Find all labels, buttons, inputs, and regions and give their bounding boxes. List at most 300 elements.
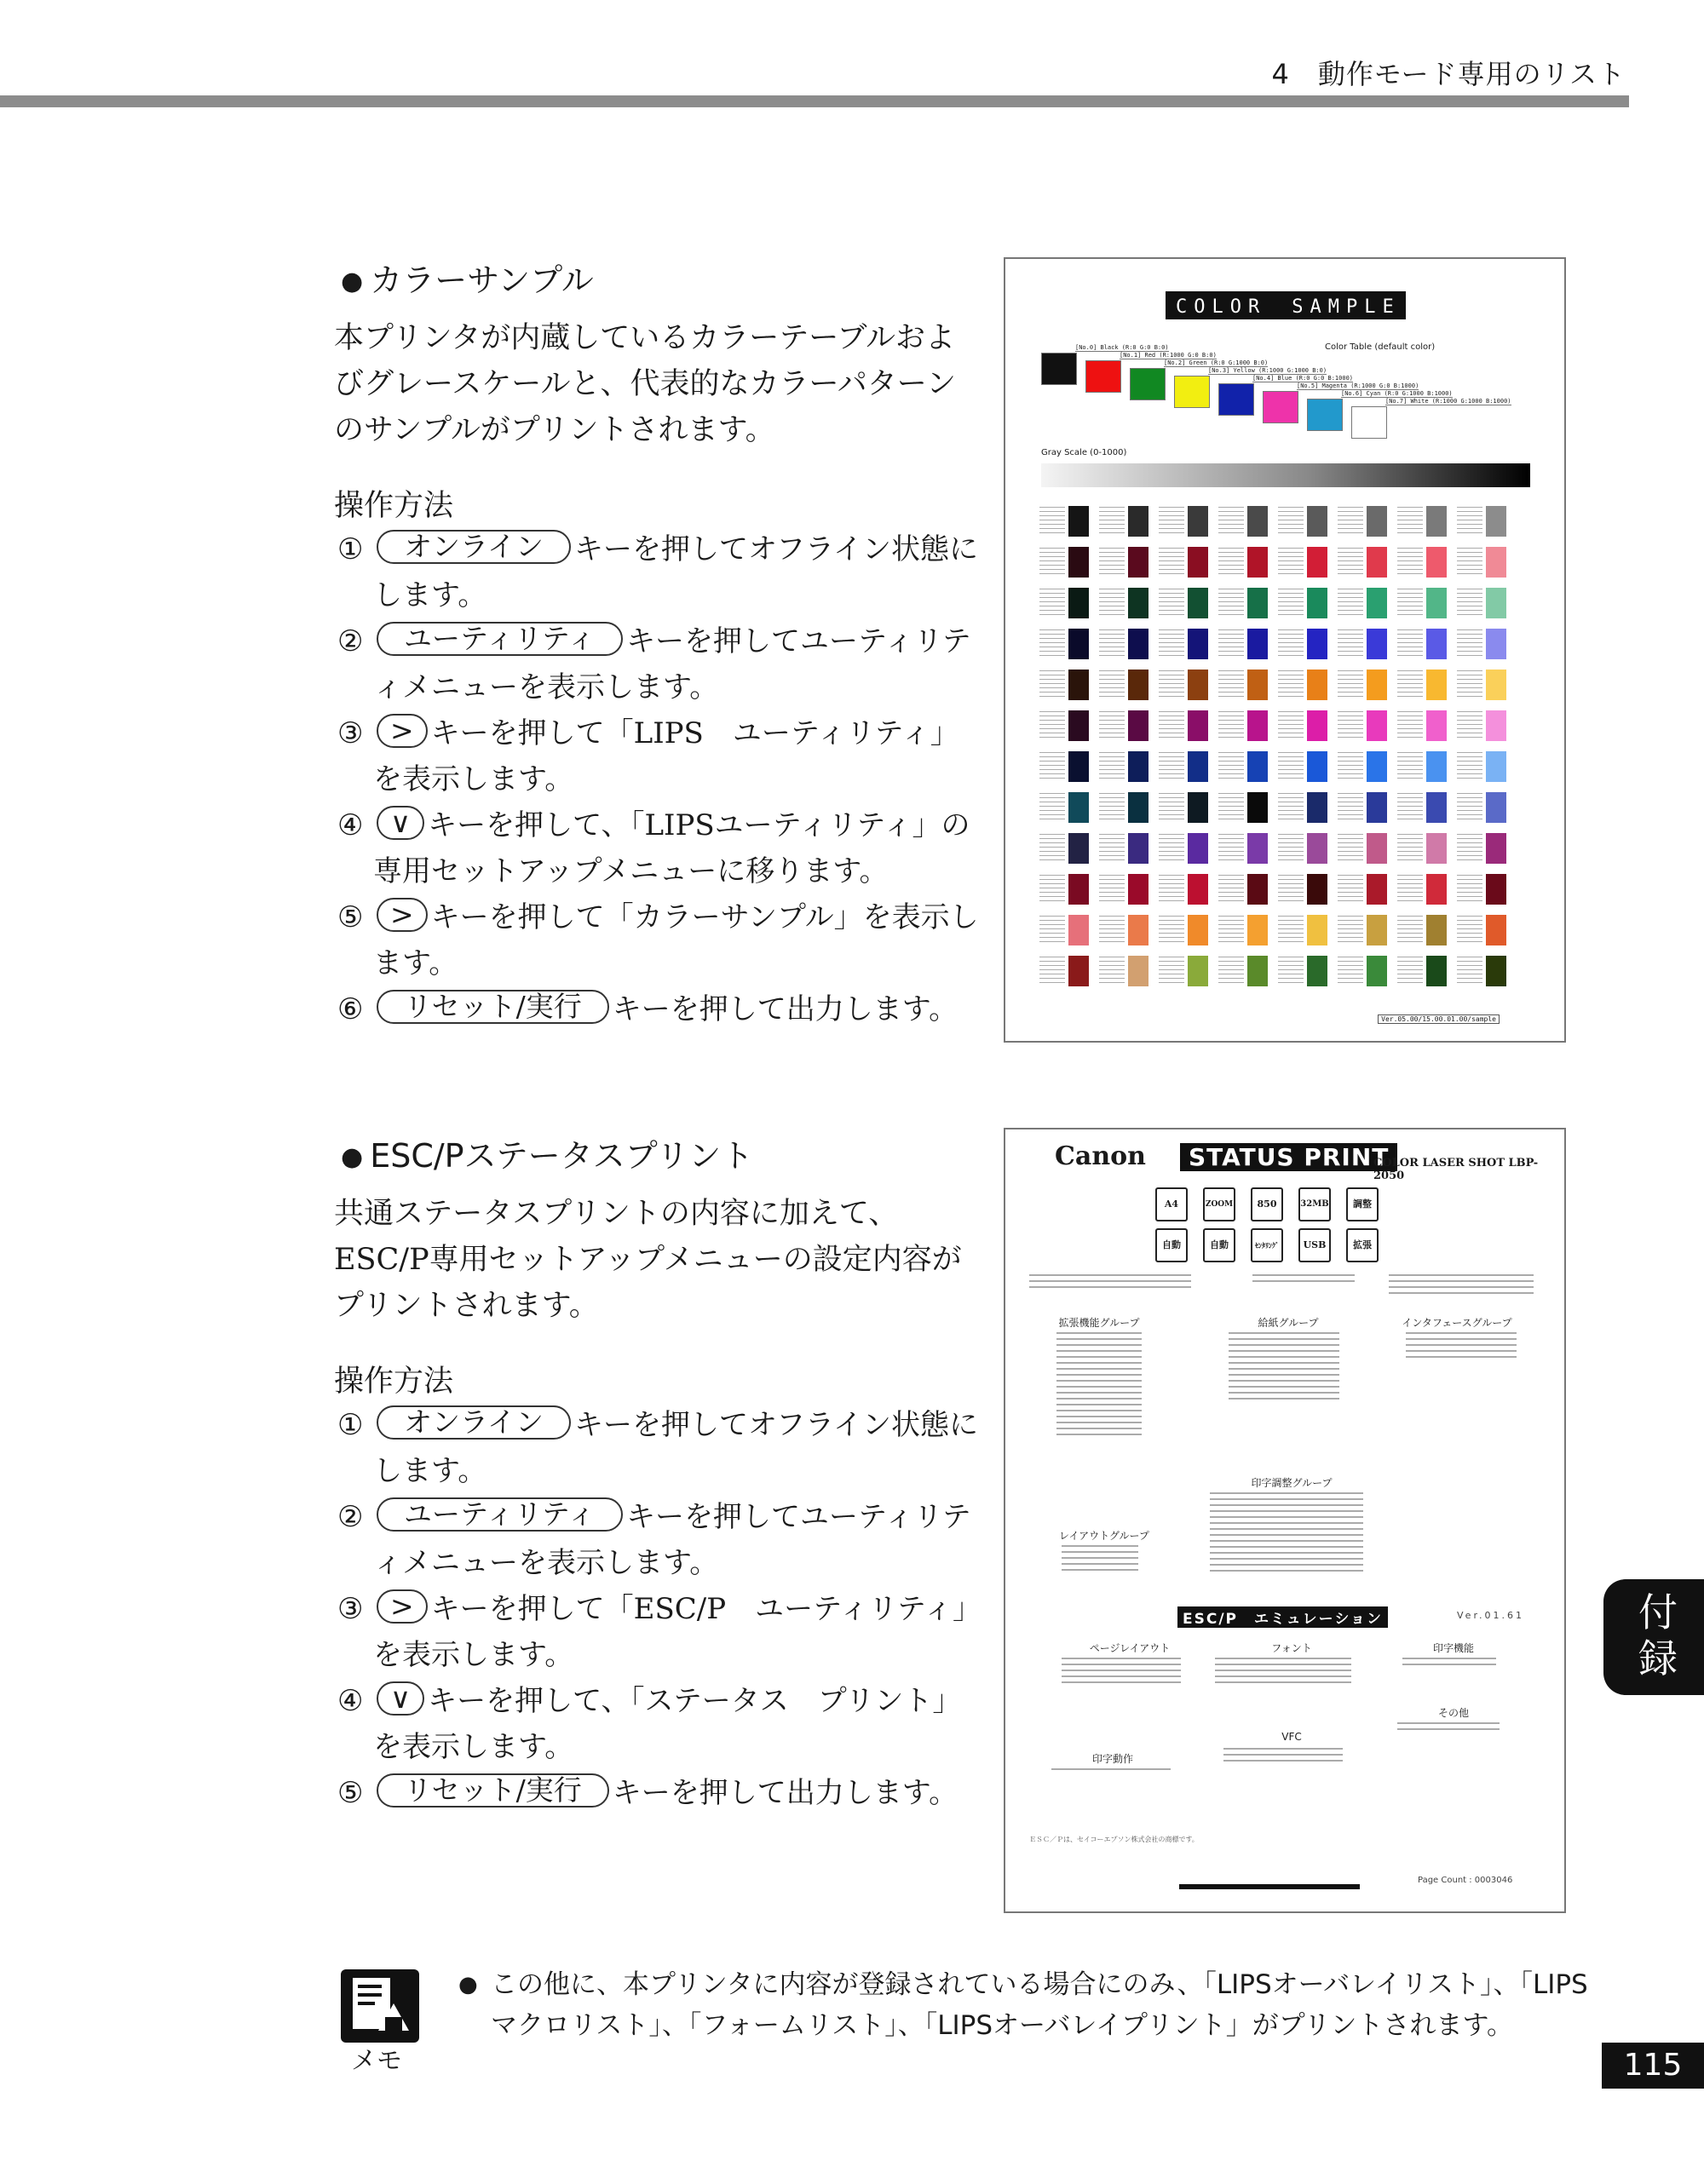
operation-steps	[337, 1402, 985, 1816]
color-swatch	[1041, 353, 1077, 385]
pattern-value-text	[1099, 629, 1125, 658]
color-pattern-cell	[1068, 629, 1089, 659]
setting-lines	[1402, 1658, 1496, 1670]
operation-step	[337, 1494, 985, 1586]
operation-heading: 操作方法	[334, 489, 454, 523]
pattern-value-text	[1457, 629, 1482, 658]
pattern-value-text	[1338, 834, 1363, 863]
setting-lines	[1406, 1332, 1517, 1362]
color-swatch	[1307, 399, 1343, 431]
pattern-value-text	[1338, 629, 1363, 658]
color-pattern-cell	[1068, 506, 1089, 537]
resolution-icon: 850	[1251, 1187, 1283, 1221]
pattern-value-text	[1397, 752, 1423, 781]
key-label: オンライン	[377, 530, 571, 564]
setting-lines	[1062, 1545, 1138, 1575]
key-label: オンライン	[377, 1405, 571, 1440]
color-pattern-cell	[1247, 710, 1268, 741]
color-swatch-caption: [No.5] Magenta (R:1000 G:0 B:1000)	[1297, 382, 1419, 389]
group-heading: 拡張機能グループ	[1058, 1317, 1140, 1329]
pattern-value-text	[1039, 752, 1065, 781]
color-pattern-cell	[1247, 506, 1268, 537]
pattern-value-text	[1099, 670, 1125, 699]
centering-icon: ｾﾝﾀﾘﾝｸﾞ	[1251, 1228, 1283, 1262]
setting-lines	[1223, 1748, 1343, 1766]
color-pattern-cell	[1068, 751, 1089, 782]
color-swatch-caption: [No.2] Green (R:0 G:1000 B:0)	[1164, 359, 1269, 366]
step-number: ⑥	[337, 992, 364, 1026]
operation-step	[337, 1586, 985, 1678]
operation-step	[337, 710, 985, 802]
pattern-value-text	[1278, 711, 1304, 740]
operation-step	[337, 986, 985, 1032]
setting-lines	[1397, 1722, 1500, 1734]
color-pattern-cell	[1367, 792, 1387, 823]
pattern-value-text	[1278, 589, 1304, 618]
page-count: Page Count : 0003046	[1418, 1876, 1513, 1885]
color-pattern-cell	[1367, 956, 1387, 986]
pattern-value-text	[1397, 916, 1423, 945]
color-pattern-cell	[1128, 792, 1148, 823]
header-rule	[0, 95, 1629, 107]
key-label: リセット/実行	[377, 990, 609, 1024]
color-pattern-cell	[1367, 588, 1387, 618]
key-label: ∨	[377, 806, 424, 840]
color-pattern-cell	[1426, 506, 1447, 537]
color-pattern-cell	[1247, 629, 1268, 659]
pattern-value-text	[1159, 589, 1184, 618]
pattern-value-text	[1159, 916, 1184, 945]
pattern-value-text	[1159, 957, 1184, 986]
pattern-value-text	[1457, 548, 1482, 577]
zoom-icon: ZOOM	[1203, 1187, 1235, 1221]
pattern-value-text	[1218, 670, 1244, 699]
pattern-value-text	[1338, 711, 1363, 740]
pattern-value-text	[1218, 834, 1244, 863]
color-pattern-cell	[1128, 629, 1148, 659]
color-pattern-cell	[1247, 792, 1268, 823]
section-description: 共通ステータスプリントの内容に加えて、ESC/P専用セットアップメニューの設定内容がプリントされます。	[334, 1197, 962, 1323]
pattern-value-text	[1099, 548, 1125, 577]
color-pattern-cell	[1486, 710, 1506, 741]
pattern-value-text	[1457, 793, 1482, 822]
color-pattern-cell	[1128, 588, 1148, 618]
pattern-value-text	[1039, 875, 1065, 904]
color-pattern-cell	[1188, 751, 1208, 782]
pattern-value-text	[1218, 711, 1244, 740]
operation-step	[337, 894, 985, 986]
step-text: キーを押して「カラーサンプル」を表示します。	[373, 900, 979, 980]
canon-logo: Canon	[1055, 1141, 1146, 1171]
key-label: ユーティリティ	[377, 1497, 623, 1532]
pattern-value-text	[1338, 507, 1363, 536]
pattern-value-text	[1218, 752, 1244, 781]
color-pattern-cell	[1486, 751, 1506, 782]
gray-scale-bar	[1041, 463, 1530, 487]
pattern-value-text	[1039, 589, 1065, 618]
color-pattern-cell	[1426, 792, 1447, 823]
pattern-value-text	[1397, 793, 1423, 822]
pattern-value-text	[1099, 589, 1125, 618]
pattern-value-text	[1457, 507, 1482, 536]
color-pattern-cell	[1367, 833, 1387, 864]
pattern-value-text	[1218, 548, 1244, 577]
group-heading: インタフェースグループ	[1402, 1317, 1512, 1329]
color-swatch	[1130, 368, 1166, 400]
pattern-value-text	[1039, 711, 1065, 740]
color-swatch	[1218, 383, 1254, 416]
status-print-bar	[1179, 1884, 1360, 1889]
setting-lines	[1229, 1332, 1339, 1404]
setting-lines	[1062, 1658, 1181, 1687]
color-pattern-cell	[1367, 547, 1387, 578]
pattern-value-text	[1039, 916, 1065, 945]
pattern-value-text	[1278, 670, 1304, 699]
pattern-value-text	[1099, 957, 1125, 986]
step-number: ⑤	[337, 900, 364, 934]
section-title-escp-status: ● ESC/Pステータスプリント	[341, 1137, 754, 1175]
pattern-value-text	[1397, 548, 1423, 577]
group-heading: 印字調整グループ	[1251, 1477, 1333, 1489]
step-number: ④	[337, 808, 364, 842]
pattern-value-text	[1159, 507, 1184, 536]
color-pattern-cell	[1426, 833, 1447, 864]
group-heading: レイアウトグループ	[1059, 1530, 1149, 1542]
color-pattern-cell	[1188, 588, 1208, 618]
color-pattern-cell	[1426, 874, 1447, 905]
pattern-value-text	[1278, 834, 1304, 863]
color-pattern-cell	[1188, 629, 1208, 659]
color-pattern-cell	[1486, 588, 1506, 618]
color-pattern-cell	[1068, 792, 1089, 823]
printer-model: COLOR LASER SHOT LBP-2050	[1373, 1157, 1539, 1182]
operation-step	[337, 1402, 985, 1494]
appendix-tab: 付 録	[1603, 1579, 1704, 1695]
color-pattern-cell	[1307, 588, 1327, 618]
color-pattern-cell	[1486, 956, 1506, 986]
color-pattern-cell	[1128, 710, 1148, 741]
pattern-value-text	[1218, 793, 1244, 822]
pattern-value-text	[1159, 793, 1184, 822]
color-pattern-cell	[1426, 670, 1447, 700]
step-number: ⑤	[337, 1776, 364, 1810]
pattern-value-text	[1397, 875, 1423, 904]
color-pattern-cell	[1188, 506, 1208, 537]
color-swatch-caption: [No.4] Blue (R:0 G:0 B:1000)	[1252, 375, 1354, 382]
bullet-icon: ●	[341, 1142, 364, 1172]
operation-step	[337, 526, 985, 618]
pattern-value-text	[1338, 589, 1363, 618]
pattern-value-text	[1397, 670, 1423, 699]
color-swatch-caption: [No.1] Red (R:1000 G:0 B:0)	[1120, 352, 1217, 359]
color-pattern-cell	[1486, 874, 1506, 905]
memo-label: メモ	[351, 2046, 402, 2076]
pattern-value-text	[1218, 916, 1244, 945]
pattern-value-text	[1338, 752, 1363, 781]
pattern-value-text	[1457, 711, 1482, 740]
memo-icon	[341, 1969, 419, 2043]
running-head: 4 動作モード専用のリスト	[1271, 58, 1626, 90]
color-pattern-cell	[1247, 915, 1268, 945]
color-pattern-cell	[1247, 874, 1268, 905]
color-pattern-cell	[1188, 547, 1208, 578]
color-pattern-cell	[1307, 792, 1327, 823]
color-pattern-cell	[1247, 833, 1268, 864]
pattern-value-text	[1457, 957, 1482, 986]
sub-heading: 印字機能	[1432, 1642, 1474, 1654]
color-pattern-cell	[1068, 588, 1089, 618]
color-pattern-cell	[1068, 710, 1089, 741]
color-pattern-cell	[1426, 915, 1447, 945]
color-pattern-cell	[1068, 833, 1089, 864]
color-pattern-cell	[1188, 670, 1208, 700]
step-number: ③	[337, 1592, 364, 1626]
operation-steps	[337, 526, 985, 1032]
color-swatch-caption: [No.0] Black (R:0 G:0 B:0)	[1075, 344, 1169, 351]
sub-heading: ページレイアウト	[1089, 1642, 1171, 1654]
color-sample-title: COLOR SAMPLE	[1166, 291, 1406, 319]
pattern-value-text	[1159, 752, 1184, 781]
step-text: キーを押して「LIPS ユーティリティ」を表示します。	[373, 716, 959, 796]
step-text: キーを押してユーティリティメニューを表示します。	[373, 624, 971, 704]
bullet-icon: ●	[458, 1972, 478, 1997]
color-pattern-cell	[1307, 506, 1327, 537]
pattern-value-text	[1039, 793, 1065, 822]
pattern-value-text	[1159, 711, 1184, 740]
color-pattern-cell	[1068, 956, 1089, 986]
pattern-value-text	[1457, 589, 1482, 618]
color-pattern-cell	[1486, 506, 1506, 537]
color-pattern-cell	[1307, 915, 1327, 945]
step-text: キーを押してオフライン状態にします。	[373, 532, 978, 612]
pattern-value-text	[1159, 834, 1184, 863]
sub-heading: 印字動作	[1091, 1753, 1133, 1765]
color-pattern-cell	[1486, 915, 1506, 945]
color-pattern-cell	[1068, 547, 1089, 578]
color-pattern-cell	[1188, 874, 1208, 905]
pattern-value-text	[1457, 875, 1482, 904]
memo-text: ● この他に、本プリンタに内容が登録されている場合にのみ、「LIPSオーバレイリスト」、「LIPSマクロリスト」、「フォームリスト」、「LIPSオーバレイプリント」がプリントされます。	[458, 1964, 1598, 2046]
color-sample-version: Ver.05.00/15.00.01.00/sample	[1378, 1014, 1500, 1024]
pattern-value-text	[1099, 752, 1125, 781]
color-pattern-cell	[1486, 629, 1506, 659]
paper-size-icon: A4	[1155, 1187, 1188, 1221]
sub-heading: その他	[1437, 1707, 1469, 1719]
pattern-value-text	[1338, 548, 1363, 577]
color-pattern-cell	[1307, 874, 1327, 905]
key-label: >	[377, 1589, 428, 1624]
setting-lines	[1051, 1768, 1171, 1774]
pattern-value-text	[1338, 957, 1363, 986]
color-pattern-cell	[1247, 670, 1268, 700]
pattern-value-text	[1397, 507, 1423, 536]
color-pattern-cell	[1128, 751, 1148, 782]
pattern-value-text	[1039, 507, 1065, 536]
operation-step	[337, 1678, 985, 1770]
color-pattern-cell	[1426, 956, 1447, 986]
escp-emulation-heading: ESC/P エミュレーション	[1177, 1606, 1388, 1628]
trademark-footnote: ＥＳＣ／Ｐは、セイコーエプソン株式会社の商標です。	[1029, 1836, 1199, 1843]
color-swatch	[1351, 406, 1387, 439]
color-pattern-cell	[1188, 915, 1208, 945]
status-print-image	[1004, 1128, 1566, 1913]
color-pattern-cell	[1128, 670, 1148, 700]
pattern-value-text	[1278, 957, 1304, 986]
pattern-value-text	[1278, 916, 1304, 945]
pattern-value-text	[1099, 711, 1125, 740]
color-pattern-cell	[1307, 670, 1327, 700]
operation-step	[337, 618, 985, 710]
color-pattern-cell	[1426, 751, 1447, 782]
step-number: ③	[337, 716, 364, 750]
pattern-value-text	[1338, 670, 1363, 699]
pattern-value-text	[1397, 957, 1423, 986]
pattern-value-text	[1039, 670, 1065, 699]
escp-version: Ver.01.61	[1457, 1610, 1524, 1621]
usb-icon: USB	[1298, 1228, 1331, 1262]
operation-step	[337, 802, 985, 894]
pattern-value-text	[1457, 670, 1482, 699]
expansion-icon: 拡張	[1346, 1228, 1379, 1262]
pattern-value-text	[1457, 834, 1482, 863]
color-pattern-cell	[1128, 874, 1148, 905]
pattern-value-text	[1457, 916, 1482, 945]
color-pattern-cell	[1426, 629, 1447, 659]
step-number: ①	[337, 532, 364, 566]
sub-heading: VFC	[1281, 1731, 1302, 1743]
pattern-value-text	[1159, 548, 1184, 577]
color-pattern-cell	[1307, 710, 1327, 741]
step-number: ①	[337, 1408, 364, 1442]
color-pattern-cell	[1247, 956, 1268, 986]
color-swatch-caption: [No.3] Yellow (R:1000 G:1000 B:0)	[1208, 367, 1327, 374]
pattern-value-text	[1099, 834, 1125, 863]
step-text: キーを押して、「ステータス プリント」を表示します。	[373, 1684, 962, 1764]
auto-icon: 自動	[1155, 1228, 1188, 1262]
pattern-value-text	[1099, 875, 1125, 904]
pattern-value-text	[1338, 916, 1363, 945]
pattern-value-text	[1218, 589, 1244, 618]
auto-feed-icon: 自動	[1203, 1228, 1235, 1262]
page-number: 115	[1602, 2043, 1704, 2089]
color-pattern-cell	[1426, 547, 1447, 578]
version-info-lines	[1029, 1274, 1191, 1292]
pattern-value-text	[1218, 875, 1244, 904]
operation-step	[337, 1770, 985, 1816]
pattern-value-text	[1278, 875, 1304, 904]
color-pattern-cell	[1068, 874, 1089, 905]
key-label: ユーティリティ	[377, 622, 623, 656]
color-pattern-cell	[1188, 833, 1208, 864]
color-pattern-cell	[1128, 506, 1148, 537]
bullet-icon: ●	[341, 267, 364, 296]
step-number: ②	[337, 1500, 364, 1534]
color-pattern-cell	[1307, 629, 1327, 659]
color-pattern-cell	[1307, 956, 1327, 986]
color-pattern-cell	[1247, 588, 1268, 618]
color-pattern-cell	[1367, 915, 1387, 945]
color-pattern-cell	[1367, 751, 1387, 782]
color-pattern-cell	[1068, 670, 1089, 700]
memory-icon: 32MB	[1298, 1187, 1331, 1221]
pattern-value-text	[1099, 793, 1125, 822]
pattern-value-text	[1457, 752, 1482, 781]
pattern-value-text	[1278, 793, 1304, 822]
color-swatch	[1174, 376, 1210, 408]
color-pattern-cell	[1307, 751, 1327, 782]
step-text: キーを押して「ESC/P ユーティリティ」を表示します。	[373, 1592, 982, 1672]
color-pattern-cell	[1188, 792, 1208, 823]
color-pattern-cell	[1426, 710, 1447, 741]
color-pattern-cell	[1486, 833, 1506, 864]
pattern-value-text	[1397, 834, 1423, 863]
color-pattern-cell	[1486, 670, 1506, 700]
pattern-value-text	[1278, 629, 1304, 658]
color-pattern-cell	[1486, 547, 1506, 578]
pattern-value-text	[1039, 957, 1065, 986]
step-text: キーを押してオフライン状態にします。	[373, 1408, 978, 1488]
pattern-value-text	[1278, 507, 1304, 536]
color-sample-image	[1004, 257, 1566, 1043]
pattern-value-text	[1218, 629, 1244, 658]
pattern-value-text	[1159, 670, 1184, 699]
color-pattern-cell	[1367, 629, 1387, 659]
pattern-value-text	[1397, 629, 1423, 658]
step-number: ④	[337, 1684, 364, 1718]
pattern-value-text	[1039, 548, 1065, 577]
pattern-value-text	[1397, 711, 1423, 740]
pattern-value-text	[1338, 875, 1363, 904]
color-swatch	[1263, 391, 1298, 423]
color-pattern-cell	[1367, 874, 1387, 905]
setting-lines	[1215, 1658, 1351, 1687]
color-pattern-cell	[1426, 588, 1447, 618]
mode-info-lines	[1252, 1274, 1355, 1286]
step-text: キーを押して出力します。	[612, 1776, 958, 1810]
setting-lines	[1210, 1492, 1363, 1576]
key-label: ∨	[377, 1681, 424, 1716]
color-pattern-cell	[1367, 710, 1387, 741]
pattern-value-text	[1159, 629, 1184, 658]
color-pattern-cell	[1247, 751, 1268, 782]
pattern-value-text	[1397, 589, 1423, 618]
color-pattern-cell	[1486, 792, 1506, 823]
color-pattern-cell	[1247, 547, 1268, 578]
pattern-value-text	[1218, 957, 1244, 986]
pattern-value-text	[1338, 793, 1363, 822]
color-pattern-cell	[1367, 506, 1387, 537]
section-title-color-sample: ● カラーサンプル	[341, 262, 594, 299]
step-text: キーを押してユーティリティメニューを表示します。	[373, 1500, 971, 1580]
step-text: キーを押して、「LIPSユーティリティ」の専用セットアップメニューに移ります。	[373, 808, 970, 888]
pattern-value-text	[1278, 548, 1304, 577]
key-label: >	[377, 898, 428, 932]
pattern-value-text	[1099, 507, 1125, 536]
group-heading: 給紙グループ	[1258, 1317, 1319, 1329]
color-pattern-cell	[1128, 833, 1148, 864]
pattern-value-text	[1039, 629, 1065, 658]
color-pattern-cell	[1128, 915, 1148, 945]
color-swatch	[1085, 360, 1121, 393]
color-pattern-cell	[1188, 956, 1208, 986]
pattern-value-text	[1278, 752, 1304, 781]
color-swatch-caption: [No.7] White (R:1000 G:1000 B:1000)	[1385, 398, 1511, 405]
color-pattern-cell	[1128, 956, 1148, 986]
status-print-title: STATUS PRINT	[1180, 1143, 1397, 1171]
memory-info-lines	[1389, 1274, 1534, 1298]
color-swatch-caption: [No.6] Cyan (R:0 G:1000 B:1000)	[1341, 390, 1453, 397]
sub-heading: フォント	[1271, 1642, 1312, 1654]
